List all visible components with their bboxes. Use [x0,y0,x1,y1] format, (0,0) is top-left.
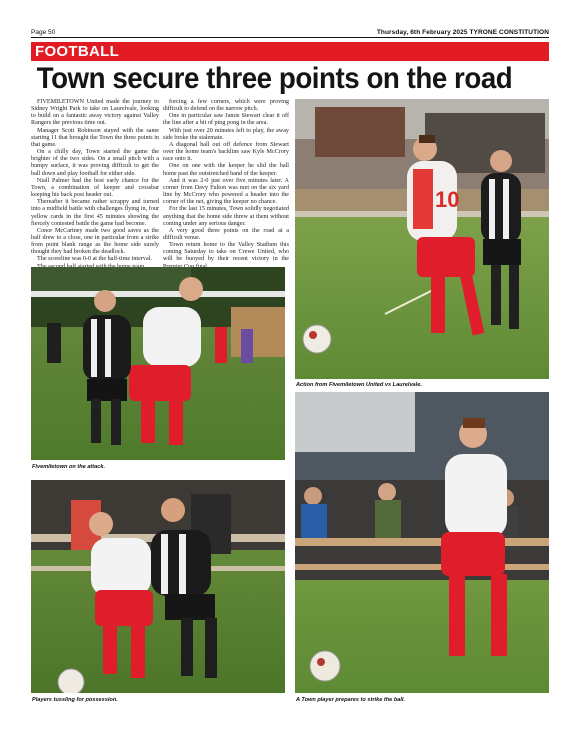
article-column-2 [163,99,289,278]
article-paragraph: FIVEMILETOWN United made the journey to Sidney Wright Park to take on Laurelvale, looking to build on a fantastic away victory against Valley Rangers the previous time out. [31,99,159,127]
article-paragraph: For the last 15 minutes, Town solidly negotiated anything that the home side threw at them without coming under any serious danger. [163,206,289,227]
article-paragraph: And it was 2-0 just over five minutes later. A corner from Davy Fulton was met on the six yard line by McCrory who powered a header into the corner of the net, giving the keeper no chance. [163,177,289,206]
article-paragraph: forcing a few corners, which were proving difficult to defend on the narrow pitch. [163,99,289,113]
issue-date: Thursday, 6th February 2025 TYRONE CONSTITUTION [376,29,549,36]
photo-tussle-image [31,480,285,693]
article-paragraph: Conor McCartney made two good saves as the half drew to a close, one in particular from a strike from point blank range as the home side surely thought they had broken the deadlock. [31,227,159,256]
article-paragraph: Manager Scott Robinson stayed with the same starting 11 that brought the Town the three points in that game. [31,127,159,148]
shirt-number: 10 [435,187,460,212]
article-paragraph: One in particular saw Jamie Stewart clear it off the line after a bit of ping pong in the area. [163,113,289,127]
article-paragraph: The scoreline was 0-0 at the half-time interval. [37,256,152,263]
article-paragraph: A very good three points on the road at a difficult venue. [163,227,289,241]
caption-top-right: Action from Fivemiletown United vs Laurelvale. [296,382,422,388]
article-paragraph: Thereafter it became rather scrappy and turned into a midfield battle with challenges flying in, four yellow cards in the first 45 minutes showing the fiercely contested battle the game had become. [31,199,159,227]
headline: Town secure three points on the road [36,62,513,95]
caption-middle-left: Fivemiletown on the attack. [32,464,106,470]
section-label: FOOTBALL [35,43,120,60]
caption-bottom-left: Players tussling for possession. [32,697,118,703]
photo-bottom-left [31,480,285,693]
article-paragraph: Town return home to the Valley Stadium this coming Saturday to take on Crewe United, who will be buoyed by their recent victory in the [163,242,289,263]
section-band [31,42,549,61]
article-paragraph: A diagonal ball out off defence from Stewart over the home team's backline saw Kyle McCrory race onto it. [163,141,289,163]
photo-action-top-right [295,99,549,379]
article-paragraph: On a chilly day, Town started the game the brighter of the two sides. On a small pitch with a bumpy surface, it was proving difficult to get the ball down and play football for either side. [31,149,159,177]
page-header [31,24,549,38]
photo-strike-image [295,392,549,693]
photo-middle-left [31,267,285,460]
caption-bottom-right: A Town player prepares to strike the ball. [296,697,406,703]
photo-attack-image [31,267,285,460]
photo-action-image [295,99,549,379]
article-paragraph: Niall Palmer had the best early chance for the Town, a combination of keeper and crossbar keeping his back post header out. [31,177,159,199]
article-column-1 [31,99,159,271]
article-paragraph: With just over 20 minutes left to play, the away side broke the stalemate. [163,127,289,141]
page-number: Page 50 [31,29,56,36]
article-paragraph: One on one with the keeper he slid the ball home past the outstretched hand of the keeper. [163,163,289,177]
photo-bottom-right [295,392,549,693]
